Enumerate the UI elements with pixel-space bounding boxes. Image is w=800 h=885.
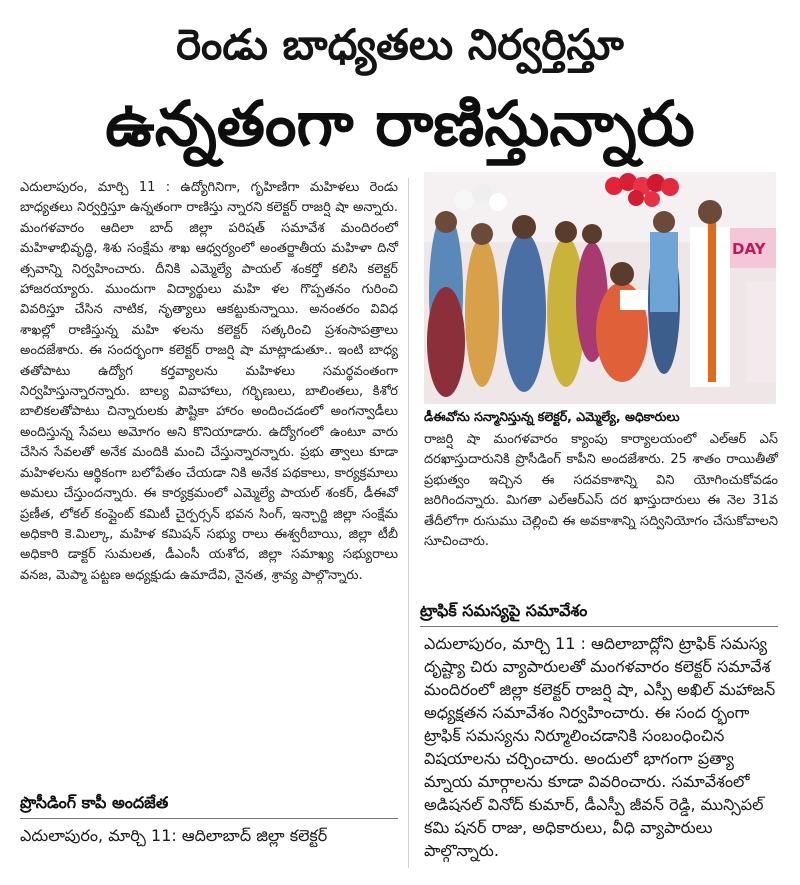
- column-divider: [408, 178, 409, 868]
- proceeding-story-continued-body: రాజర్షి షా మంగళవారం క్యాంపు కార్యాలయంలో ఎల్ఆర్ ఎస్ దరఖాస్తుదారునికి ప్రొసీడింగ్ కాపీని అందజేశారు. 25 శాతం రాయితీతో ప్రభుత్వం ఇచ్చిన ఈ సదవకాశాన్ని విని యోగించుకోవడం జరిగిందన్నారు. మిగతా ఎల్ఆర్ఎస్ దర ఖాస్తుదారులు ఈ నెల 31వ తేదీలోగా రుసుము చెల్లించి ఈ అవకాశాన్ని సద్వినియోగం చేసుకోవాలని సూచించారు.: [424, 432, 778, 550]
- proceeding-story-continued: [424, 430, 778, 552]
- main-story-body: ఎదులాపురం, మార్చి 11 : ఉద్యోగినిగా, గృహిణిగా మహిళలు రెండు బాధ్యతలు నిర్వర్తిస్తూ ఉన్నతంగా రాణిస్తు న్నారని కలెక్టర్ రాజర్షి షా అన్నారు. మంగళవారం ఆదిలా బాద్ జిల్లా పరిషత్ సమావేశ మందిరంలో మహిళాభివృద్ధి, శిశు సంక్షేమ శాఖ ఆధ్వర్యంలో అంతర్జాతీయ మహిళా దినో త్సవాన్ని నిర్వహించారు. దీనికి ఎమ్మెల్యే పాయల్ శంకర్తో కలిసి కలెక్టర్ హాజరయ్యారు. ముందుగా విద్యార్థులు మహి ళల గొప్పతనం గురించి వివరిస్తూ చేసిన నాటిక, నృత్యాలు ఆకట్టుకున్నాయి. అనంతరం వివిధ శాఖల్లో రాణిస్తున్న మహి ళలను కలెక్టర్ సత్కరించి ప్రశంసాపత్రాలు అందజేశారు. ఈ సందర్భంగా కలెక్టర్ రాజర్షి షా మాట్లాడుతూ.. ఇంటి బాధ్య తతోపాటు ఉద్యోగ కర్తవ్యాలను మహిళలు సమర్థవంతంగా నిర్వహిస్తున్నారన్నారు. బాల్య వివాహాలు, గర్భిణులు, బాలింతలు, కిశోర బాలికలతోపాటు చిన్నారులకు పౌష్టికా హారం అందించడంలో అంగన్వాడీలు అందిస్తున్న సేవలు అమోగం అని కొనియాడారు. ఉద్యోగంలో ఉంటూ వారు చేసిన సేవలతో అనేక మందికి మంచి చేస్తున్నారన్నారు. ప్రభు త్వాలు కూడా మహిళలను ఆర్థికంగా బలోపేతం చేయడా నికి అనేక పథకాలు, కార్యక్రమాలు అమలు చేస్తుందన్నారు. ఈ కార్యక్రమంలో ఎమ్మెల్యే పాయల్ శంకర్, డీఈవో ప్రణీత, లోకల్ కంప్లైంట్ కమిటీ చైర్పర్సన్ భవన సింగ్, ఇన్చార్జి జిల్లా సంక్షేమ అధికారి కె.మిల్కా, మహిళ కమిషన్ సభ్యు రాలు ఈశ్వరీబాయి, జిల్లా టీబీ అధికారి డాక్టర్ సుమలత, డీఎంసీ యశోద, జిల్లా సమాఖ్య సభ్యురాలు వనజ, మెప్మా పట్టణ అధ్యక్షుడు ఉమాదేవి, నైనత, శ్రావ్య పాల్గొన్నారు.: [20, 180, 398, 583]
- proceeding-story-subheading: ప్రొసీడింగ్ కాపీ అందజేత: [20, 793, 169, 812]
- proceeding-story-rule: [20, 818, 398, 819]
- proceeding-story-lead: ఎదులాపురం, మార్చి 11: ఆదిలాబాద్ జిల్లా కలెక్టర్: [20, 826, 328, 845]
- felicitation-photo: [424, 172, 776, 404]
- traffic-story: [424, 634, 778, 864]
- headline-line2: ఉన్నతంగా రాణిస్తున్నారు: [105, 87, 695, 160]
- proceeding-story-heading-block: [20, 792, 398, 827]
- headline-line1: రెండు బాధ్యతలు నిర్వర్తిస్తూ: [176, 20, 624, 69]
- traffic-story-subheading: ట్రాఫిక్ సమస్యపై సమావేశం: [420, 601, 588, 620]
- news-photo: [424, 172, 776, 404]
- proceeding-story: [20, 826, 398, 849]
- traffic-story-body: ఎదులాపురం, మార్చి 11 : ఆదిలాబాద్లోని ట్రాఫిక్ సమస్య దృష్ట్యా చిరు వ్యాపారులతో మంగళవారం కలెక్టర్ సమావేశ మందిరంలో జిల్లా కలెక్టర్ రాజర్షి షా, ఎస్పీ అఖిల్ మహాజన్ అధ్యక్షతన సమావేశం నిర్వహించారు. ఈ సంద ర్భంగా ట్రాఫిక్ సమస్యను నిర్మూలించడానికి సంబంధించిన విషయాలను చర్చించారు. అందులో భాగంగా ప్రత్యా మ్నాయ మార్గాలను కూడా వివరించారు. సమావేశంలో అడిషనల్ వినోద్ కుమార్, డీఎస్పీ జీవన్ రెడ్డి, మున్సిపల్ కమి షనర్ రాజు, అధికారులు, వీధి వ్యాపారులు పాల్గొన్నారు.: [424, 634, 776, 860]
- photo-caption: డీఈవోను సన్మానిస్తున్న కలెక్టర్, ఎమ్మెల్యే, అధికారులు: [424, 409, 680, 424]
- traffic-story-heading-block: [420, 600, 778, 635]
- traffic-story-rule: [420, 626, 778, 627]
- banner-text: DAY: [732, 240, 766, 258]
- main-story: [20, 178, 398, 586]
